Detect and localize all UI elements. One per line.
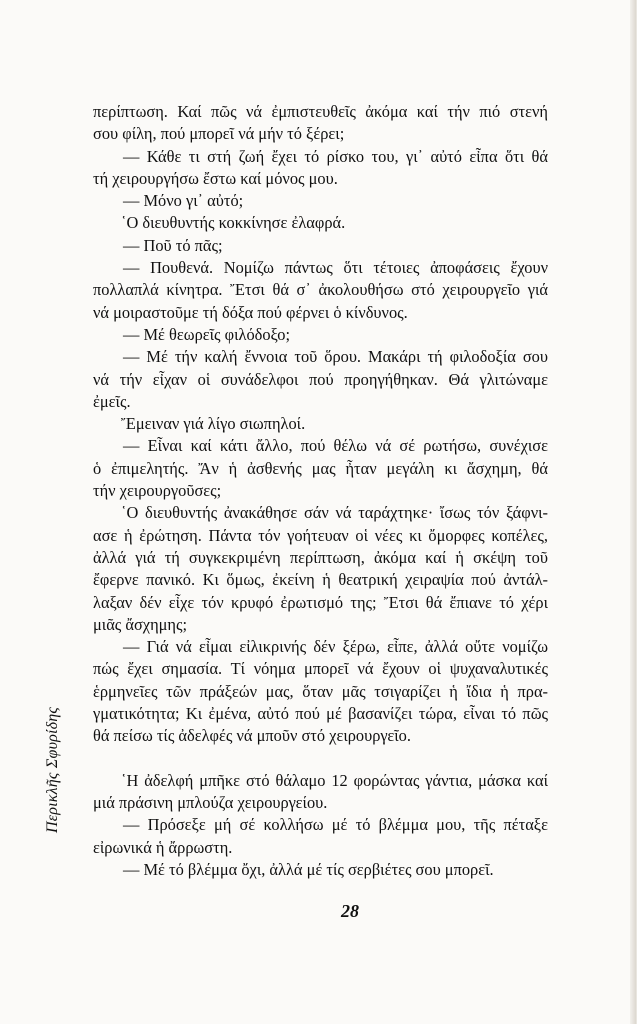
text-line: ἐμεῖς. — [93, 391, 131, 411]
page-number: 28 — [341, 901, 359, 921]
section-break — [93, 748, 548, 770]
body-text — [93, 101, 548, 881]
text-line: εἰρωνικά ἡ ἄρρωστη. — [93, 837, 233, 857]
text-line: νά τήν εἶχαν οἱ συνάδελφοι πού προηγήθηκαν. Θά γλιτώναμε — [93, 369, 548, 389]
text-line: ῾Η ἀδελφή μπῆκε στό θάλαμο 12 φορώντας γάντια, μάσκα καί — [121, 770, 548, 790]
text-line: τή χειρουργήσω ἔστω καί μόνος μου. — [93, 168, 338, 188]
text-line: νά μοιραστοῦμε τή δόξα πού φέρνει ὁ κίνδυνος. — [93, 302, 408, 322]
text-line: θά πείσω τίς ἀδελφές νά μποῦν στό χειρουργεῖο. — [93, 726, 411, 746]
text-line: — Εἶναι καί κάτι ἄλλο, πού θέλω νά σέ ρωτήσω, συνέχισε — [123, 436, 548, 456]
running-head-author: Περικλῆς Σφυρίδης — [44, 706, 61, 833]
text-line: ἔφερνε πανικό. Κι ὅμως, ἐκείνη ἡ θεατρική χειραψία πού ἀντάλ- — [93, 570, 548, 590]
text-line: σου φίλη, πού μπορεῖ νά μήν τό ξέρει; — [93, 124, 345, 144]
text-line: — Πρόσεξε μή σέ κολλήσω μέ τό βλέμμα μου, τῆς πέταξε — [123, 815, 548, 835]
text-line: ασε ἡ ἐρώτηση. Πάντα τόν γοήτευαν οἱ νέες κι ὄμορφες κοπέλες, — [93, 525, 548, 545]
text-line: πώς ἔχει σημασία. Τί νόημα μπορεῖ νά ἔχουν οἱ ψυχαναλυτικές — [93, 659, 548, 679]
text-line: — Μέ θεωρεῖς φιλόδοξο; — [123, 324, 291, 344]
text-line: ἑρμηνεῖες τῶν πράξεών μας, ὅταν μᾶς τσιγαρίζει ἡ ἴδια ἡ πρα- — [93, 681, 548, 701]
text-line: ῾Ο διευθυντής ἀνακάθησε σάν νά ταράχτηκε· ἴσως τόν ξάφνι- — [121, 503, 548, 523]
text-line: περίπτωση. Καί πῶς νά ἐμπιστευθεῖς ἀκόμα καί τήν πιό στενή — [93, 102, 548, 121]
text-line: — Μέ τό βλέμμα ὄχι, ἀλλά μέ τίς σερβιέτες σου μπορεῖ. — [123, 859, 494, 879]
text-line: πολλαπλά κίνητρα. Ἔτσι θά σ᾿ ἀκολουθήσω στό χειρουργεῖο γιά — [93, 280, 548, 300]
text-line: τήν χειρουργοῦσες; — [93, 481, 222, 501]
text-line: μιᾶς ἄσχημης; — [93, 614, 188, 634]
text-line: ῾Ο διευθυντής κοκκίνησε ἐλαφρά. — [121, 213, 346, 233]
text-line: — Μέ τήν καλή ἔννοια τοῦ ὅρου. Μακάρι τή φιλοδοξία σου — [123, 347, 548, 367]
page-edge-shadow — [630, 0, 636, 1024]
text-line: ὁ ἐπιμελητής. Ἄν ἡ ἀσθενής μας ἦταν μεγάλη κι ἄσχημη, θά — [93, 458, 548, 478]
text-line: — Μόνο γι᾿ αὐτό; — [123, 191, 244, 211]
text-line: — Κάθε τι στή ζωή ἔχει τό ρίσκο του, γι᾿ αὐτό εἶπα ὅτι θά — [123, 146, 548, 166]
text-line: — Πουθενά. Νομίζω πάντως ὅτι τέτοιες ἀποφάσεις ἔχουν — [123, 258, 548, 278]
text-line: — Ποῦ τό πᾶς; — [123, 235, 223, 255]
text-line: — Γιά νά εἶμαι εἰλικρινής δέν ξέρω, εἶπε, ἀλλά οὔτε νομίζω — [123, 637, 548, 657]
text-line: γματικότητα; Κι ἐμένα, αὐτό πού μέ βασανίζει τώρα, εἶναι τό πῶς — [93, 704, 548, 724]
text-line: μιά πράσινη μπλούζα χειρουργείου. — [93, 792, 328, 812]
text-line: Ἔμειναν γιά λίγο σιωπηλοί. — [121, 414, 306, 434]
text-line: λαξαν δέν εἶχε τόν κρυφό ἐρωτισμό της; Ἔτσι θά ἔπιανε τό χέρι — [93, 592, 548, 612]
text-line: ἀλλά γιά τή συγκεκριμένη περίπτωση, ἀκόμα καί ἡ σκέψη τοῦ — [93, 547, 548, 567]
